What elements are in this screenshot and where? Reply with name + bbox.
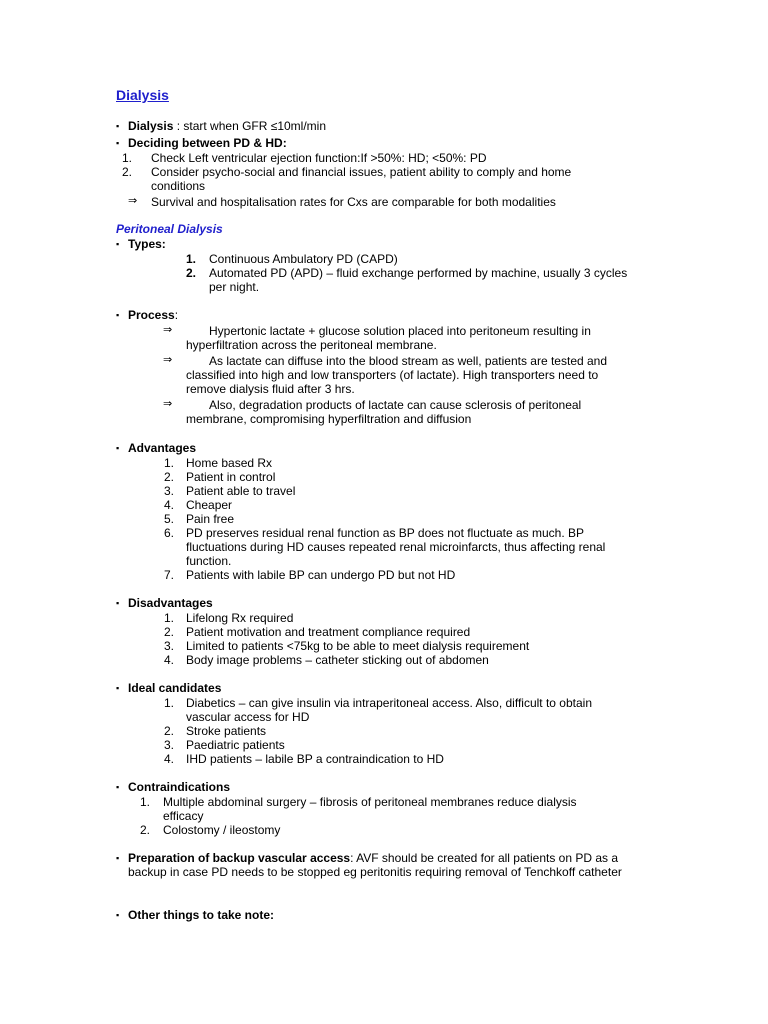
list-number: 2. <box>163 724 174 738</box>
list-item: Lifelong Rx required <box>186 611 294 625</box>
list-item: Patient motivation and treatment compliance required <box>186 625 471 639</box>
list-item: Stroke patients <box>186 724 267 738</box>
other-label: Other things to take note: <box>128 908 275 922</box>
dialysis-text: : start when GFR ≤10ml/min <box>173 119 326 133</box>
list-item: Consider psycho-social and financial issues, patient ability to comply and home conditions <box>151 165 572 193</box>
list-number: 2. <box>121 165 132 179</box>
list-item: PD preserves residual renal function as BP does not fluctuate as much. BP fluctuations during HD causes repeated renal microinfarcts, thus affecting renal function. <box>186 526 606 568</box>
list-item: Diabetics – can give insulin via intraperitoneal access. Also, difficult to obtain vascular access for HD <box>186 696 593 724</box>
prep-label: Preparation of backup vascular access <box>128 851 351 865</box>
types-label: Types: <box>128 237 166 251</box>
bullet-icon: ▪ <box>116 121 120 131</box>
list-number: 4. <box>163 498 174 512</box>
section-heading: Peritoneal Dialysis <box>116 222 223 236</box>
bullet-icon: ▪ <box>116 782 120 792</box>
arrow-icon: ⇒ <box>128 194 138 207</box>
contra-label: Contraindications <box>128 780 231 794</box>
list-item: Body image problems – catheter sticking out of abdomen <box>186 653 489 667</box>
bullet-icon: ▪ <box>116 310 120 320</box>
list-item: Pain free <box>186 512 235 526</box>
list-number: 1. <box>185 252 196 266</box>
list-item: Patient in control <box>186 470 276 484</box>
dialysis-line <box>128 119 326 133</box>
list-item: Paediatric patients <box>186 738 285 752</box>
list-number: 4. <box>163 653 174 667</box>
arrow-icon: ⇒ <box>163 323 173 336</box>
list-number: 1. <box>121 151 132 165</box>
list-item: Check Left ventricular ejection function:If >50%: HD; <50%: PD <box>151 151 487 165</box>
prep-paragraph <box>128 851 648 879</box>
bullet-icon: ▪ <box>116 910 120 920</box>
list-item: Limited to patients <75kg to be able to meet dialysis requirement <box>186 639 530 653</box>
process-item: Hypertonic lactate + glucose solution placed into peritoneum resulting in hyperfiltration across the peritoneal membrane. <box>186 324 591 352</box>
arrow-text: Survival and hospitalisation rates for Cxs are comparable for both modalities <box>151 195 556 209</box>
arrow-icon: ⇒ <box>163 353 173 366</box>
list-item: Home based Rx <box>186 456 273 470</box>
list-number: 1. <box>139 795 150 809</box>
list-item: Continuous Ambulatory PD (CAPD) <box>209 252 398 266</box>
deciding-line <box>128 136 287 150</box>
list-item: Colostomy / ileostomy <box>163 823 281 837</box>
bullet-icon: ▪ <box>116 138 120 148</box>
list-item: Patients with labile BP can undergo PD but not HD <box>186 568 456 582</box>
list-number: 1. <box>163 611 174 625</box>
bullet-icon: ▪ <box>116 443 120 453</box>
list-number: 3. <box>163 484 174 498</box>
bullet-icon: ▪ <box>116 598 120 608</box>
list-number: 2. <box>185 266 196 280</box>
list-number: 2. <box>163 470 174 484</box>
list-number: 7. <box>163 568 174 582</box>
list-number: 3. <box>163 639 174 653</box>
list-item: Automated PD (APD) – fluid exchange performed by machine, usually 3 cycles per night. <box>209 266 628 294</box>
bullet-icon: ▪ <box>116 853 120 863</box>
prep-text: : AVF should be created for all patients on PD as a backup in case PD needs to be stopped eg peritonitis requiring removal of Tenchkoff catheter <box>128 851 622 879</box>
bullet-icon: ▪ <box>116 683 120 693</box>
bullet-icon: ▪ <box>116 239 120 249</box>
list-number: 2. <box>163 625 174 639</box>
advantages-label: Advantages <box>128 441 197 455</box>
list-number: 6. <box>163 526 174 540</box>
dialysis-label: Dialysis <box>128 119 174 133</box>
list-item: Multiple abdominal surgery – fibrosis of peritoneal membranes reduce dialysis efficacy <box>163 795 577 823</box>
list-number: 4. <box>163 752 174 766</box>
arrow-icon: ⇒ <box>163 397 173 410</box>
page-title: Dialysis <box>116 87 169 103</box>
list-item: IHD patients – labile BP a contraindication to HD <box>186 752 444 766</box>
list-item: Patient able to travel <box>186 484 296 498</box>
process-label: Process: <box>128 308 179 322</box>
process-item: Also, degradation products of lactate can cause sclerosis of peritoneal membrane, compromising hyperfiltration and diffusion <box>186 398 582 426</box>
list-number: 1. <box>163 456 174 470</box>
list-number: 3. <box>163 738 174 752</box>
ideal-label: Ideal candidates <box>128 681 222 695</box>
list-item: Cheaper <box>186 498 233 512</box>
list-number: 1. <box>163 696 174 710</box>
list-number: 2. <box>139 823 150 837</box>
process-item: As lactate can diffuse into the blood stream as well, patients are tested and classified into high and low transporters (of lactate). High transporters need to remove dialysis fluid after 3 hrs. <box>186 354 608 396</box>
list-number: 5. <box>163 512 174 526</box>
disadvantages-label: Disadvantages <box>128 596 213 610</box>
deciding-label: Deciding between PD & HD: <box>128 136 287 150</box>
